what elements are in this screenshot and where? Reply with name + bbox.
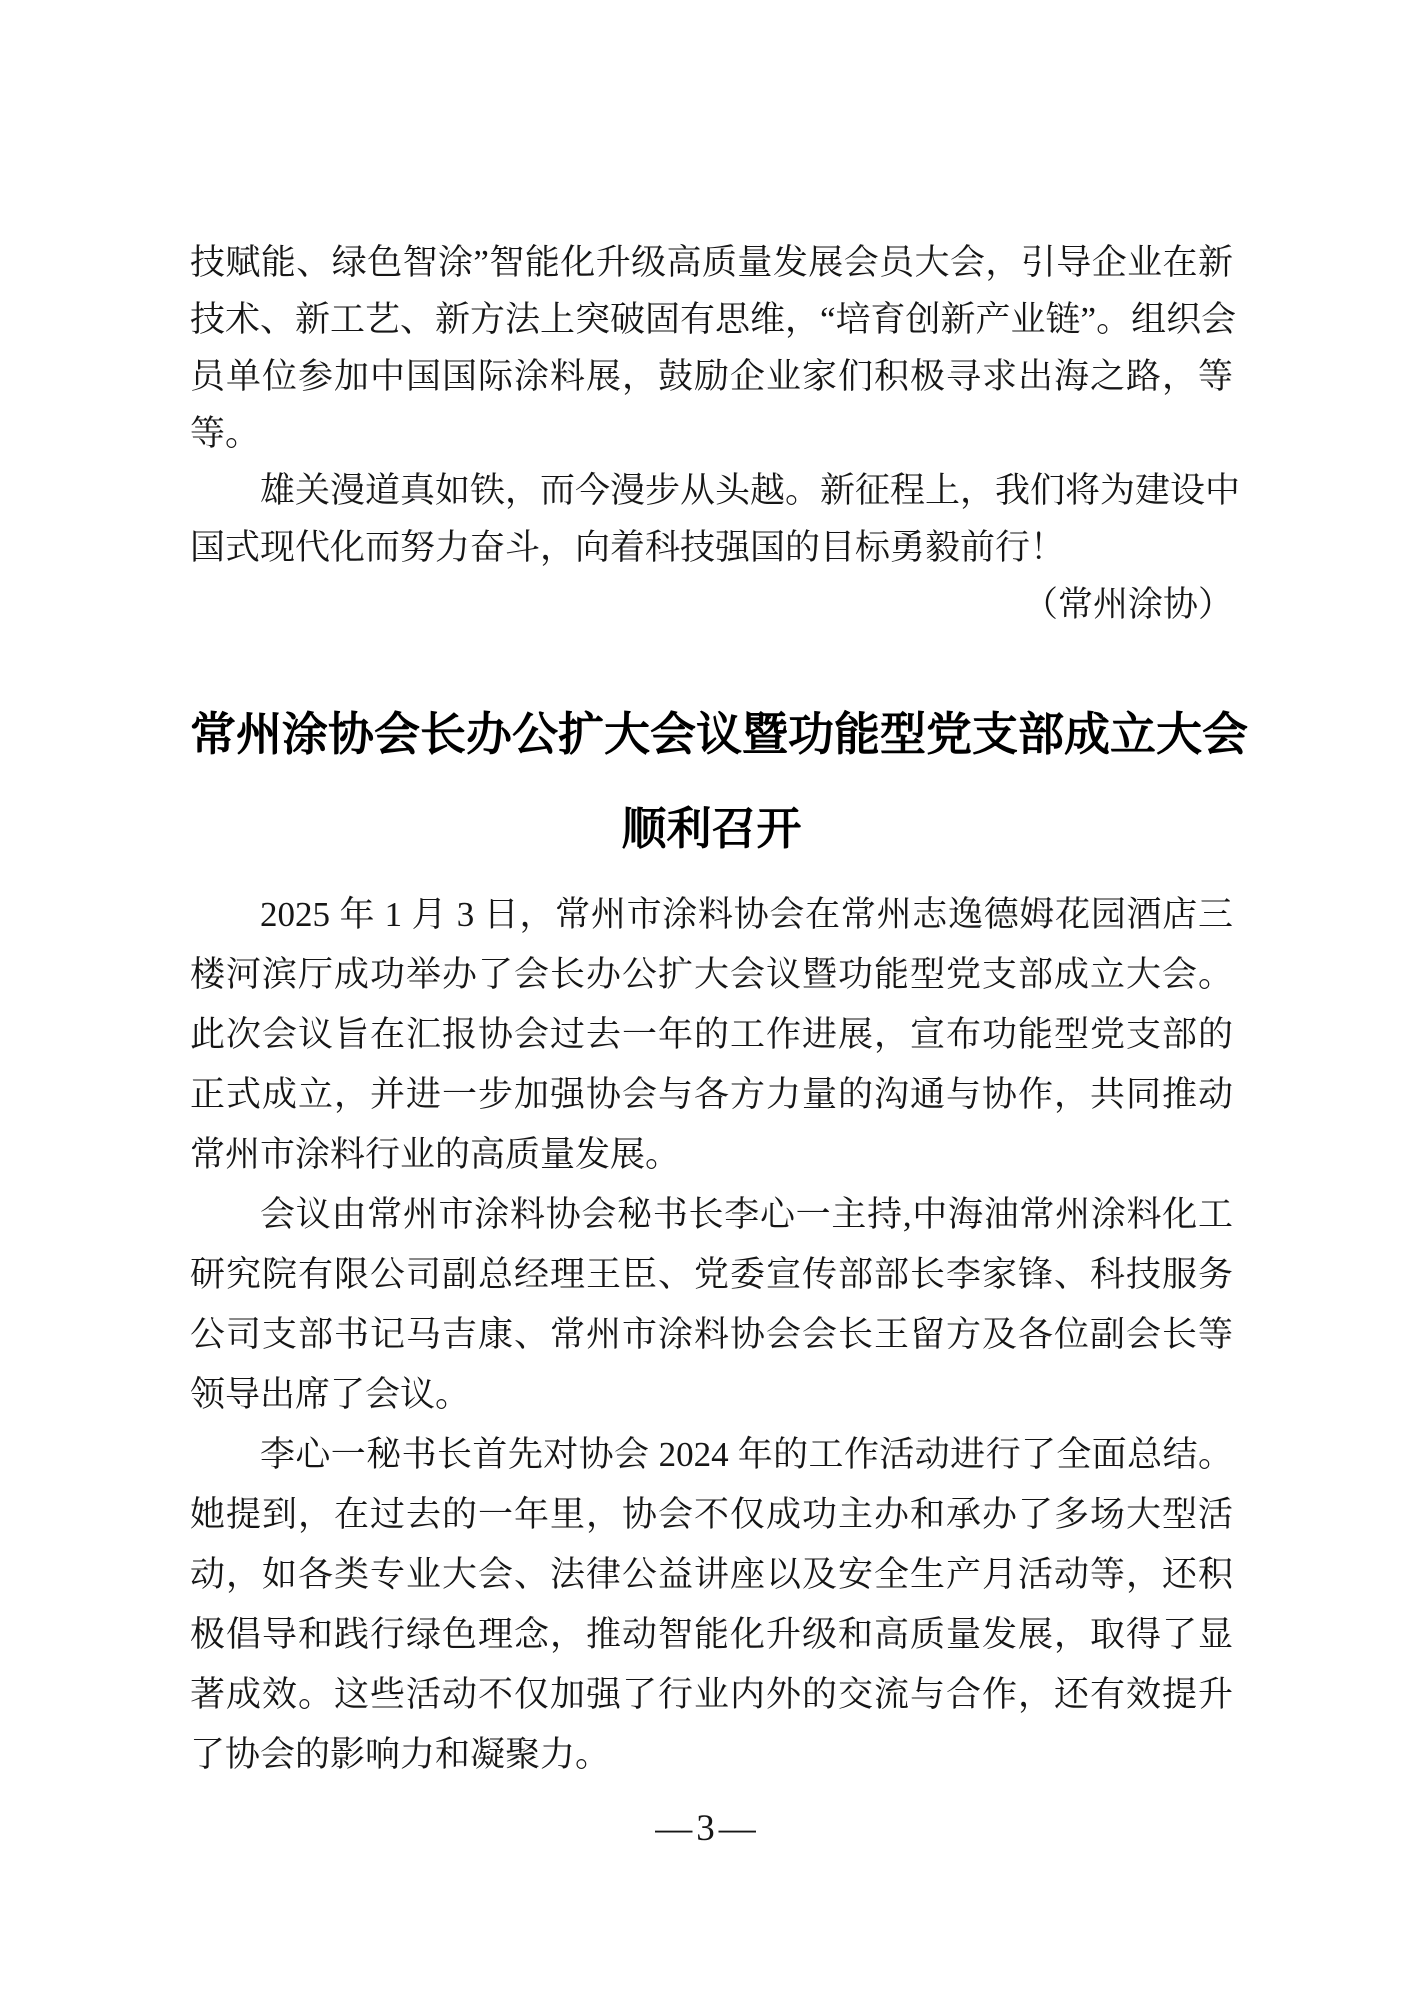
page-number: —3— [655,1808,760,1849]
body-line: 她提到，在过去的一年里，协会不仅成功主办和承办了多场大型活 [190,1495,1233,1534]
body-line: 常州市涂料行业的高质量发展。 [190,1135,681,1174]
body-line: 楼河滨厅成功举办了会长办公扩大会议暨功能型党支部成立大会。 [190,955,1233,994]
article-body [190,885,1233,1785]
body-line: 雄关漫道真如铁，而今漫步从头越。新征程上，我们将为建设中 [260,471,1241,510]
body-line: 正式成立，并进一步加强协会与各方力量的沟通与协作，共同推动 [190,1075,1233,1114]
signature: （常州涂协） [1022,585,1233,624]
body-line: 国式现代化而努力奋斗，向着科技强国的目标勇毅前行！ [190,528,1066,567]
body-line: 技赋能、绿色智涂”智能化升级高质量发展会员大会，引导企业在新 [190,243,1233,282]
body-line: 研究院有限公司副总经理王臣、党委宣传部部长李家锋、科技服务 [190,1255,1233,1294]
body-line: 动，如各类专业大会、法律公益讲座以及安全生产月活动等，还积 [190,1555,1233,1594]
continuation-section [190,234,1241,633]
body-line: 公司支部书记马吉康、常州市涂料协会会长王留方及各位副会长等 [190,1315,1233,1354]
body-line: 极倡导和践行绿色理念，推动智能化升级和高质量发展，取得了显 [190,1615,1233,1654]
body-line: 领导出席了会议。 [190,1375,471,1414]
body-line: 员单位参加中国国际涂料展，鼓励企业家们积极寻求出海之路，等 [190,357,1233,396]
article-subtitle: 顺利召开 [621,804,802,854]
body-line: 著成效。这些活动不仅加强了行业内外的交流与合作，还有效提升 [190,1675,1233,1714]
body-line: 李心一秘书长首先对协会 2024 年的工作活动进行了全面总结。 [260,1435,1233,1474]
body-line: 等。 [190,414,261,453]
body-line: 此次会议旨在汇报协会过去一年的工作进展，宣布功能型党支部的 [190,1015,1233,1054]
body-line: 会议由常州市涂料协会秘书长李心一主持,中海油常州涂料化工 [260,1195,1233,1234]
body-line: 技术、新工艺、新方法上突破固有思维，“培育创新产业链”。组织会 [190,300,1237,339]
body-line: 2025 年 1 月 3 日，常州市涂料协会在常州志逸德姆花园酒店三 [260,895,1233,934]
article-title: 常州涂协会长办公扩大会议暨功能型党支部成立大会 [190,709,1248,760]
body-line: 了协会的影响力和凝聚力。 [190,1735,611,1774]
